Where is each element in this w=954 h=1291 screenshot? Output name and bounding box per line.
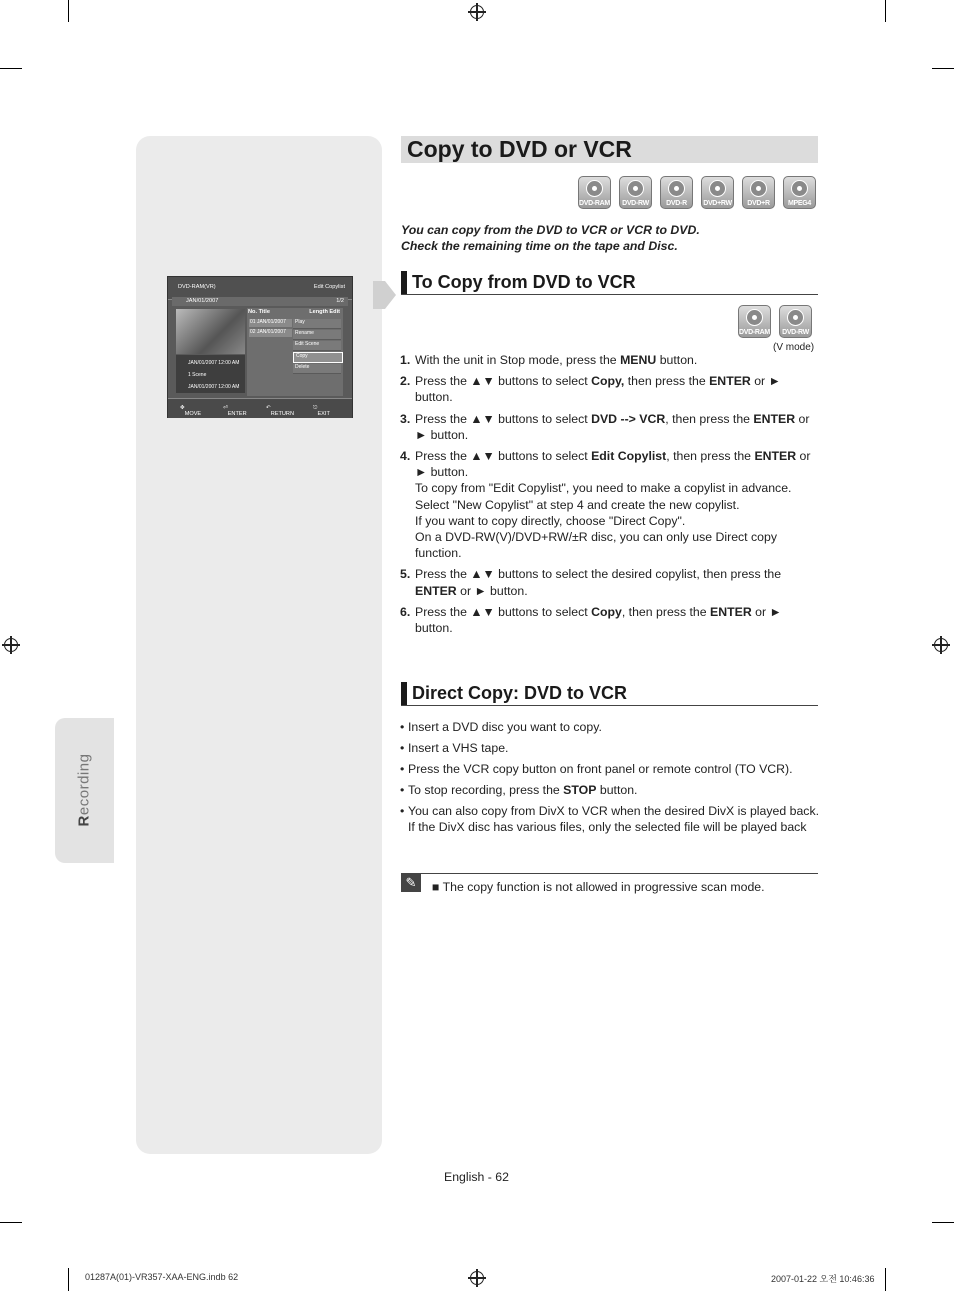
disc-ring-icon [627,180,644,197]
osd-menu-item-selected: Copy [293,352,343,363]
step-text [415,352,820,368]
step-number: 3. [400,411,411,426]
intro-line: You can copy from the DVD to VCR or VCR to DVD. [401,223,700,237]
osd-col-length-edit: Length Edit [309,309,340,315]
disc-ring-icon [709,180,726,197]
step-number: 1. [400,353,411,367]
crop-mark [885,1268,886,1291]
crop-mark [932,68,954,69]
osd-footer-exit: ⎋ EXIT [313,405,330,417]
disc-dvd-r-icon [660,176,693,209]
disc-label: DVD+R [747,200,770,207]
heading-bar [401,682,407,705]
body-text: To stop recording, press the [408,783,564,797]
note-divider [401,873,818,874]
step-number: 5. [400,567,411,582]
intro-line: Check the remaining time on the tape and Disc. [401,239,678,253]
disc-label: DVD-RAM [579,200,610,207]
crop-mark [0,68,22,69]
registration-mark-icon [470,1271,484,1285]
body-text: Press the ▲▼ buttons to select [415,374,592,389]
section-title: To Copy from DVD to VCR [412,272,636,292]
note-text: ■ The copy function is not allowed in progressive scan mode. [432,880,765,894]
osd-menu-item: Delete [293,364,341,374]
osd-disc-label: DVD-RAM(VR) [178,284,216,290]
section-heading [401,682,818,706]
emphasis-text: ENTER [710,604,752,619]
disc-dvd-ram-icon [578,176,611,209]
osd-menu-item: Rename [293,330,341,340]
step-note: On a DVD-RW(V)/DVD+RW/±R disc, you can only use Direct copy function. [415,530,777,561]
disc-dvd-rw-icon [619,176,652,209]
body-text: Insert a DVD disc you want to copy. [408,720,602,734]
osd-menu-item: Play [293,319,341,329]
steps-list [400,352,820,641]
disc-label: DVD-R [666,200,687,207]
bullets-list [400,719,820,840]
body-text: or ► button. [415,449,811,480]
osd-list-item: 02 JAN/01/2007 [249,329,292,337]
intro-text [401,222,821,254]
bullet-item [400,740,820,756]
disc-dvd-rw-icon [779,305,812,338]
page-footer: English - 62 [444,1170,509,1184]
body-text: , then press the [665,411,754,426]
disc-ring-icon [750,180,767,197]
title-bar [401,136,818,163]
step-text [415,566,820,598]
side-tab-initial: R [75,815,93,827]
body-text: , then press the [621,604,711,619]
osd-list [247,308,343,396]
body-text: button. [596,783,638,797]
bullet-item [400,803,820,835]
disc-ring-icon [787,309,804,326]
step-text [415,373,820,405]
print-slug-left: 01287A(01)-VR357-XAA-ENG.indb 62 [85,1272,239,1282]
osd-meta-line: 1 Scene [188,372,207,378]
disc-label: DVD-RAM [739,329,770,336]
registration-mark-icon [4,638,18,652]
osd-meta [176,355,245,393]
bullet-item [400,719,820,735]
step-number: 4. [400,449,411,464]
osd-screen [167,276,353,418]
side-tab-label: Recording [75,753,93,827]
body-text: , then press the [666,449,755,464]
disc-ring-icon [668,180,685,197]
emphasis-text: MENU [620,353,657,367]
osd-page: 1/2 [336,298,344,304]
disc-label: DVD-RW [782,329,809,336]
emphasis-text: ENTER [709,374,751,389]
disc-dvd-ram-icon [738,305,771,338]
crop-mark [885,0,886,22]
print-slug-right: 2007-01-22 오전 10:46:36 [771,1274,875,1284]
bullet-item [400,761,820,777]
emphasis-text: ENTER [415,583,457,598]
step-item [400,566,820,598]
emphasis-text: Copy [591,604,622,619]
registration-mark-icon [934,638,948,652]
section-title: Direct Copy: DVD to VCR [412,683,628,703]
step-item [400,373,820,405]
body-text: You can also copy from DivX to VCR when the desired DivX is played back. If the DivX disc has various files, only the selected file will be played back [408,804,820,835]
crop-mark [932,1222,954,1223]
emphasis-text: ENTER [753,411,796,426]
crop-mark [68,0,69,22]
body-text: or ► button. [415,374,781,405]
disc-label: DVD+RW [703,200,732,207]
body-text: With the unit in Stop mode, press the [415,353,621,367]
body-text: Press the ▲▼ buttons to select the desired copylist, then press the [415,567,782,582]
mode-note: (V mode) [773,342,815,353]
step-item [400,448,820,561]
body-text: or ► button. [456,583,528,598]
osd-footer-enter: ⏎ ENTER [223,405,247,417]
step-text [415,448,820,480]
osd-col-no-title: No. Title [248,309,270,315]
body-text: then press the [624,374,710,389]
note-pencil-icon: ✎ [401,873,421,892]
side-tab [55,718,114,863]
osd-meta-line: JAN/01/2007 12:00 AM [188,360,240,366]
arrow-right-icon [371,276,397,314]
disc-dvdplusr-icon [742,176,775,209]
disc-ring-icon [586,180,603,197]
body-text: Insert a VHS tape. [408,741,509,755]
disc-label: DVD-RW [622,200,649,207]
step-note: To copy from "Edit Copylist", you need to make a copylist in advance. Select "New Copylist" at step 4 and create the new copylist. [415,481,792,512]
osd-info-row [172,297,348,306]
body-text: or ► button. [415,604,782,636]
step-note: If you want to copy directly, choose "Direct Copy". [415,513,686,528]
body-text: Press the ▲▼ buttons to select [415,604,592,619]
body-text: button. [656,353,698,367]
disc-dvdplusrw-icon [701,176,734,209]
page-title: Copy to DVD or VCR [407,136,632,162]
disc-mpeg4-icon [783,176,816,209]
step-number: 2. [400,374,411,389]
step-item [400,352,820,368]
section-heading [401,271,818,295]
disc-label: MPEG4 [787,200,811,207]
step-item [400,604,820,636]
osd-meta-line: JAN/01/2007 12:00 AM [188,384,240,390]
emphasis-text: ENTER [754,449,797,464]
crop-mark [0,1222,22,1223]
osd-thumbnail [176,309,245,354]
osd-menu-item: Edit Scene [293,341,341,351]
crop-mark [68,1268,69,1291]
osd-footer [168,398,352,418]
body-text: Press the ▲▼ buttons to select [415,411,592,426]
body-text: Press the VCR copy button on front panel or remote control (TO VCR). [408,762,793,776]
osd-date: JAN/01/2007 [186,298,219,304]
step-number: 6. [400,604,411,619]
body-text: Press the ▲▼ buttons to select [415,449,592,464]
registration-mark-icon [470,5,484,19]
osd-screen-title: Edit Copylist [313,284,345,290]
emphasis-text: STOP [563,783,597,797]
step-text [415,604,820,636]
heading-bar [401,271,407,294]
emphasis-text: DVD --> VCR [591,411,666,426]
osd-footer-move: ✥ MOVE [180,405,202,417]
emphasis-text: Copy, [591,374,625,389]
osd-list-item: 01 JAN/01/2007 [249,319,292,327]
disc-ring-icon [746,309,763,326]
step-item [400,411,820,443]
emphasis-text: Edit Copylist [591,449,667,464]
disc-ring-icon [791,180,808,197]
osd-footer-return: ↶ RETURN [266,405,294,417]
step-text [415,411,820,443]
body-text: or ► button. [415,411,810,442]
bullet-item [400,782,820,798]
